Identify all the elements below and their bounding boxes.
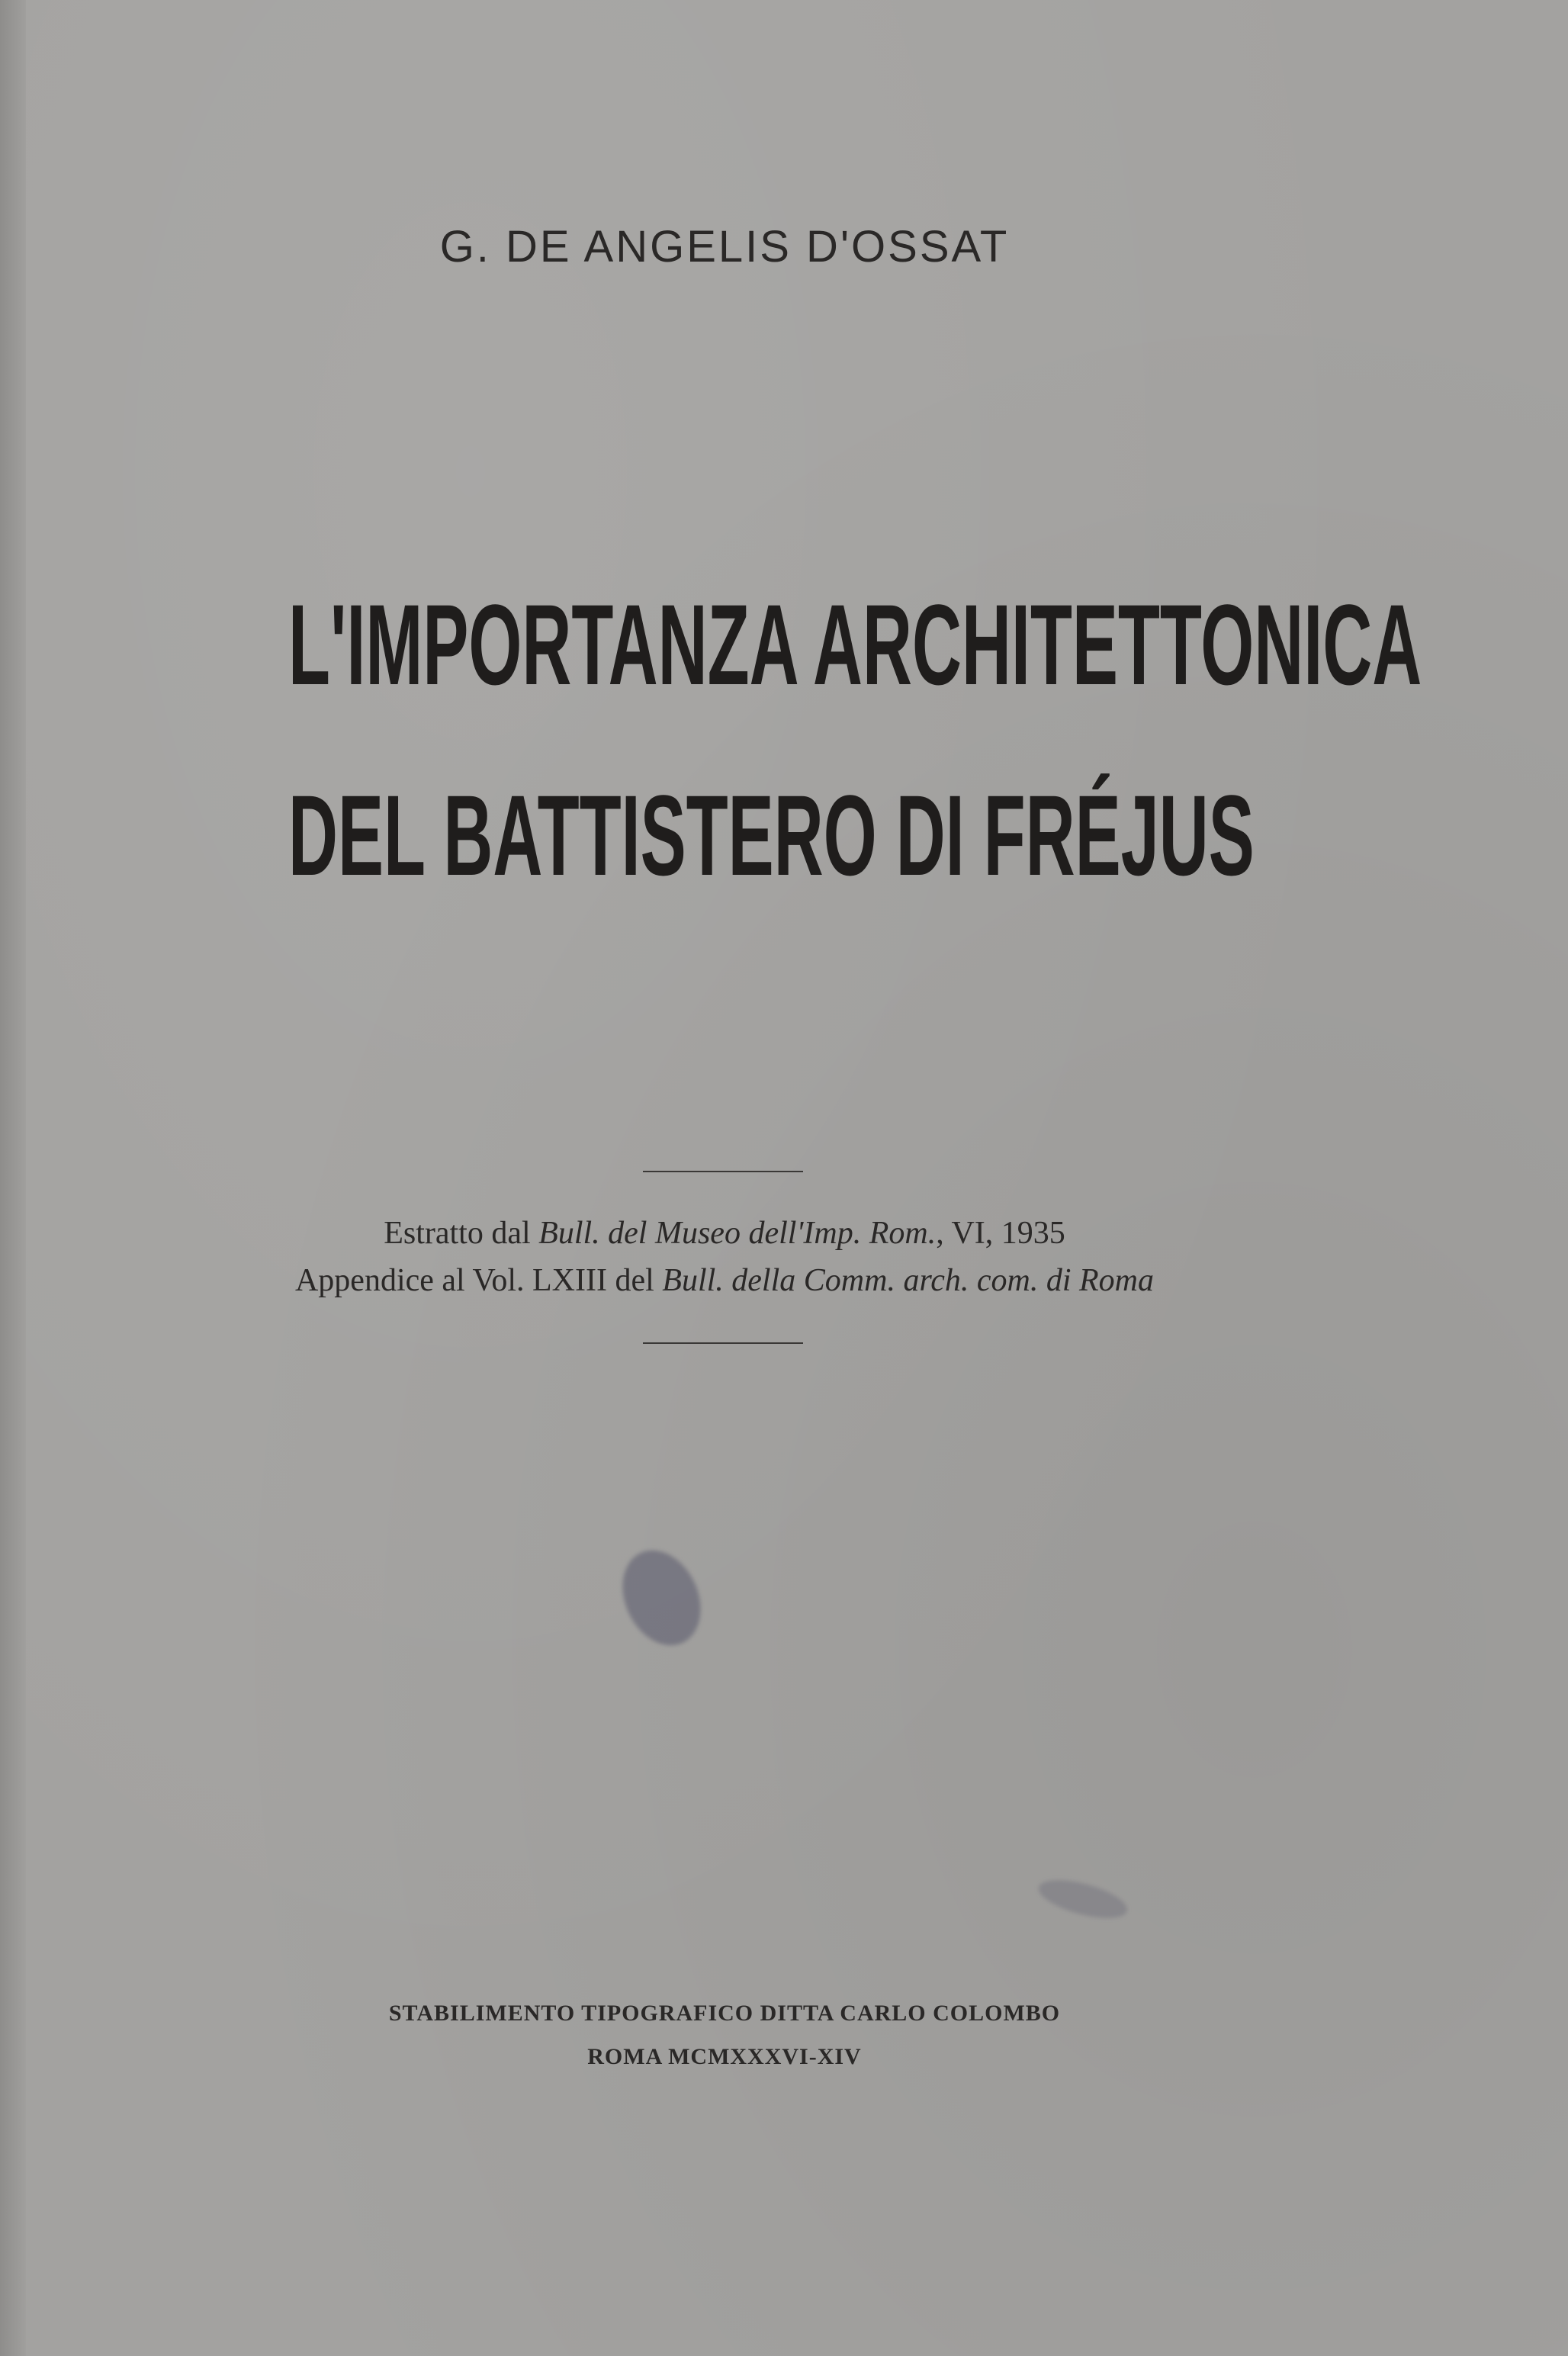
extract-line-1-journal: Bull. del Museo dell'Imp. Rom. <box>538 1216 937 1251</box>
extract-line-1-prefix: Estratto dal <box>384 1216 539 1251</box>
printer-name: STABILIMENTO TIPOGRAFICO DITTA CARLO COLOMBO <box>388 2001 1061 2026</box>
author-name: G. DE ANGELIS D'OSSAT <box>439 222 1010 272</box>
divider-top <box>643 1171 803 1172</box>
extract-line-1-suffix: , VI, 1935 <box>936 1216 1065 1251</box>
ink-smudge <box>1035 1872 1131 1926</box>
extract-line-1 <box>0 1215 1449 1252</box>
printer-place-date: ROMA MCMXXXVI-XIV <box>587 2044 862 2069</box>
ink-stain <box>608 1538 715 1658</box>
divider-bottom <box>643 1342 803 1344</box>
title-line-1: L'IMPORTANZA ARCHITETTONICA <box>288 580 1422 709</box>
extract-line-2-prefix: Appendice al Vol. LXIII del <box>294 1263 663 1298</box>
extract-line-2-journal: Bull. della Comm. arch. com. di Roma <box>662 1263 1155 1298</box>
title-line-2: DEL BATTISTERO DI FRÉJUS <box>288 771 1255 899</box>
extract-line-2 <box>0 1262 1449 1299</box>
